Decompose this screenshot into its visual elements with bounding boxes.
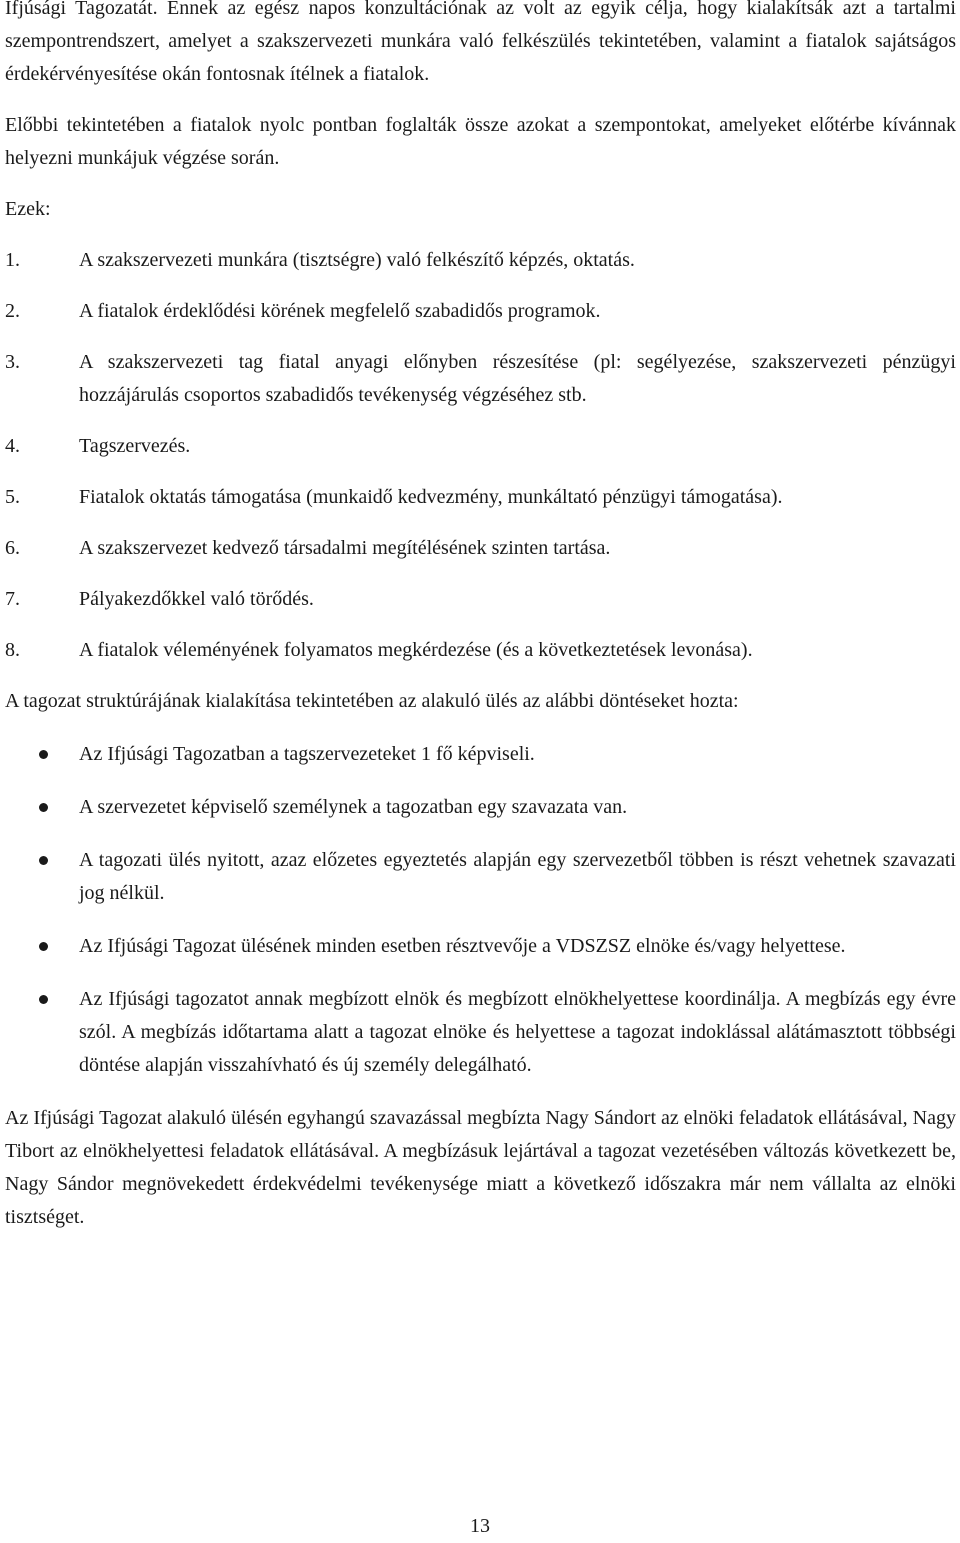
intro-paragraph: Ifjúsági Tagozatát. Ennek az egész napos konzultációnak az volt az egyik célja, hogy kialakítsák azt a tartalmi szempontrendszert, amelyet a szakszervezeti munkára való felkészülés tekintetében, valamint a fiatalok sajátságos érdekérvényesítése okán fontosnak ítélnek a fiatalok. (5, 0, 956, 85)
item-text: A szakszervezet kedvező társadalmi megítélésének szinten tartása. (79, 537, 611, 559)
bullet-icon (39, 750, 48, 759)
structure-paragraph: A tagozat struktúrájának kialakítása tekintetében az alakuló ülés az alábbi döntéseket hozta: (5, 690, 739, 712)
item-number: 2. (5, 300, 20, 322)
numbered-item (5, 346, 956, 412)
bullet-text: A szervezetet képviselő személynek a tagozatban egy szavazata van. (79, 796, 628, 818)
page-number: 13 (470, 1515, 490, 1537)
numbered-item (5, 295, 956, 328)
numbered-item (5, 634, 956, 667)
item-text: Fiatalok oktatás támogatása (munkaidő kedvezmény, munkáltató pénzügyi támogatása). (79, 486, 783, 508)
bullet-text: Az Ifjúsági tagozatot annak megbízott elnök és megbízott elnökhelyettese koordinálja. A megbízás egy évre szól. A megbízás időtartama alatt a tagozat elnöke és helyettese a tagozat indoklással alátámasztott többségi döntése alapján visszahívható és új személy delegálható. (79, 988, 956, 1076)
item-text: Pályakezdőkkel való törődés. (79, 588, 314, 610)
bullet-item (5, 930, 956, 963)
item-number: 8. (5, 639, 20, 661)
document-page (5, 0, 956, 1234)
bullet-icon (39, 995, 48, 1004)
numbered-item (5, 430, 956, 463)
bullet-text: Az Ifjúsági Tagozat ülésének minden esetben résztvevője a VDSZSZ elnöke és/vagy helyettese. (79, 935, 846, 957)
item-text: A fiatalok véleményének folyamatos megkérdezése (és a következtetések levonása). (79, 639, 753, 661)
bullet-item (5, 844, 956, 910)
closing-paragraph: Az Ifjúsági Tagozat alakuló ülésén egyhangú szavazással megbízta Nagy Sándort az elnöki feladatok ellátásával, Nagy Tibort az elnökhelyettesi feladatok ellátásával. A megbízásuk lejártával a tagozat vezetésében változás következett be, Nagy Sándor megnövekedett érdekvédelmi tevékenysége miatt a következő időszakra már nem vállalta az elnöki tisztséget. (5, 1107, 956, 1228)
bullet-text: A tagozati ülés nyitott, azaz előzetes egyeztetés alapján egy szervezetből többen is részt vehetnek szavazati jog nélkül. (79, 849, 956, 904)
bullet-icon (39, 803, 48, 812)
item-number: 3. (5, 351, 20, 373)
item-number: 7. (5, 588, 20, 610)
bullet-icon (39, 942, 48, 951)
item-text: Tagszervezés. (79, 435, 191, 457)
bullet-icon (39, 856, 48, 865)
bullet-item (5, 983, 956, 1082)
numbered-item (5, 481, 956, 514)
numbered-list (5, 244, 956, 667)
item-text: A fiatalok érdeklődési körének megfelelő szabadidős programok. (79, 300, 601, 322)
bullet-item (5, 791, 956, 824)
item-number: 1. (5, 249, 20, 271)
item-number: 6. (5, 537, 20, 559)
criteria-paragraph: Előbbi tekintetében a fiatalok nyolc pontban foglalták össze azokat a szempontokat, amelyeket előtérbe kívánnak helyezni munkájuk végzése során. (5, 114, 956, 169)
numbered-item (5, 532, 956, 565)
bullet-item (5, 738, 956, 771)
item-number: 4. (5, 435, 20, 457)
item-number: 5. (5, 486, 20, 508)
bullet-list (5, 738, 956, 1082)
item-text: A szakszervezeti munkára (tisztségre) való felkészítő képzés, oktatás. (79, 249, 635, 271)
numbered-item (5, 244, 956, 277)
bullet-text: Az Ifjúsági Tagozatban a tagszervezeteket 1 fő képviseli. (79, 743, 535, 765)
ezek-label: Ezek: (5, 198, 51, 220)
item-text: A szakszervezeti tag fiatal anyagi előnyben részesítése (pl: segélyezése, szakszervezeti pénzügyi hozzájárulás csoportos szabadidős tevékenység végzéséhez stb. (79, 351, 956, 406)
numbered-item (5, 583, 956, 616)
